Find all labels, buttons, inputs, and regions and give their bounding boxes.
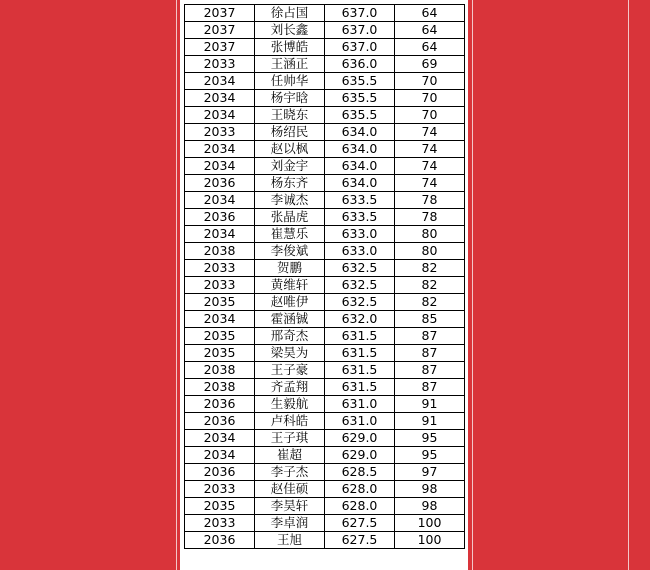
score-cell: 631.5 bbox=[325, 328, 395, 345]
rank-cell: 70 bbox=[395, 107, 465, 124]
score-cell: 631.0 bbox=[325, 396, 395, 413]
table-row bbox=[185, 379, 465, 396]
rank-cell: 85 bbox=[395, 311, 465, 328]
score-cell: 633.0 bbox=[325, 226, 395, 243]
name-cell: 任帅华 bbox=[255, 73, 325, 90]
name-cell: 杨宇晗 bbox=[255, 90, 325, 107]
score-table-body bbox=[185, 5, 465, 549]
name-cell: 李卓润 bbox=[255, 515, 325, 532]
score-cell: 633.5 bbox=[325, 209, 395, 226]
table-row bbox=[185, 362, 465, 379]
score-cell: 628.0 bbox=[325, 498, 395, 515]
class-cell: 2038 bbox=[185, 362, 255, 379]
table-row bbox=[185, 243, 465, 260]
score-cell: 627.5 bbox=[325, 532, 395, 549]
right-guide-line bbox=[628, 0, 629, 570]
panel-left-edge-line bbox=[176, 0, 177, 570]
table-row bbox=[185, 175, 465, 192]
name-cell: 黄维轩 bbox=[255, 277, 325, 294]
name-cell: 贺鹏 bbox=[255, 260, 325, 277]
rank-cell: 95 bbox=[395, 447, 465, 464]
name-cell: 杨东齐 bbox=[255, 175, 325, 192]
score-cell: 634.0 bbox=[325, 124, 395, 141]
rank-cell: 100 bbox=[395, 515, 465, 532]
score-cell: 631.5 bbox=[325, 362, 395, 379]
score-cell: 634.0 bbox=[325, 158, 395, 175]
name-cell: 刘金宇 bbox=[255, 158, 325, 175]
table-row bbox=[185, 447, 465, 464]
rank-cell: 82 bbox=[395, 277, 465, 294]
rank-cell: 91 bbox=[395, 413, 465, 430]
class-cell: 2037 bbox=[185, 22, 255, 39]
name-cell: 齐孟翔 bbox=[255, 379, 325, 396]
score-cell: 629.0 bbox=[325, 430, 395, 447]
table-row bbox=[185, 73, 465, 90]
score-cell: 629.0 bbox=[325, 447, 395, 464]
score-cell: 631.5 bbox=[325, 345, 395, 362]
score-cell: 636.0 bbox=[325, 56, 395, 73]
class-cell: 2035 bbox=[185, 294, 255, 311]
class-cell: 2036 bbox=[185, 209, 255, 226]
score-cell: 628.5 bbox=[325, 464, 395, 481]
name-cell: 崔超 bbox=[255, 447, 325, 464]
class-cell: 2034 bbox=[185, 311, 255, 328]
class-cell: 2033 bbox=[185, 124, 255, 141]
score-cell: 635.5 bbox=[325, 107, 395, 124]
rank-cell: 64 bbox=[395, 5, 465, 22]
class-cell: 2034 bbox=[185, 90, 255, 107]
table-row bbox=[185, 464, 465, 481]
rank-cell: 80 bbox=[395, 243, 465, 260]
table-row bbox=[185, 158, 465, 175]
table-row bbox=[185, 5, 465, 22]
score-cell: 637.0 bbox=[325, 39, 395, 56]
rank-cell: 64 bbox=[395, 39, 465, 56]
table-row bbox=[185, 260, 465, 277]
table-row bbox=[185, 226, 465, 243]
class-cell: 2036 bbox=[185, 175, 255, 192]
table-row bbox=[185, 39, 465, 56]
rank-cell: 80 bbox=[395, 226, 465, 243]
rank-cell: 74 bbox=[395, 175, 465, 192]
rank-cell: 91 bbox=[395, 396, 465, 413]
table-row bbox=[185, 90, 465, 107]
table-row bbox=[185, 277, 465, 294]
score-table-panel bbox=[180, 0, 468, 570]
name-cell: 李子杰 bbox=[255, 464, 325, 481]
score-cell: 632.5 bbox=[325, 294, 395, 311]
class-cell: 2033 bbox=[185, 481, 255, 498]
rank-cell: 74 bbox=[395, 158, 465, 175]
table-row bbox=[185, 328, 465, 345]
name-cell: 邢奇杰 bbox=[255, 328, 325, 345]
name-cell: 霍涵铖 bbox=[255, 311, 325, 328]
class-cell: 2036 bbox=[185, 464, 255, 481]
score-cell: 633.0 bbox=[325, 243, 395, 260]
rank-cell: 69 bbox=[395, 56, 465, 73]
name-cell: 王旭 bbox=[255, 532, 325, 549]
table-row bbox=[185, 124, 465, 141]
name-cell: 徐占国 bbox=[255, 5, 325, 22]
rank-cell: 87 bbox=[395, 345, 465, 362]
table-row bbox=[185, 56, 465, 73]
name-cell: 王涵正 bbox=[255, 56, 325, 73]
table-row bbox=[185, 498, 465, 515]
score-cell: 635.5 bbox=[325, 90, 395, 107]
name-cell: 王子琪 bbox=[255, 430, 325, 447]
table-row bbox=[185, 515, 465, 532]
rank-cell: 87 bbox=[395, 328, 465, 345]
class-cell: 2033 bbox=[185, 56, 255, 73]
rank-cell: 100 bbox=[395, 532, 465, 549]
name-cell: 张博皓 bbox=[255, 39, 325, 56]
name-cell: 王子豪 bbox=[255, 362, 325, 379]
rank-cell: 82 bbox=[395, 294, 465, 311]
score-cell: 632.0 bbox=[325, 311, 395, 328]
table-row bbox=[185, 532, 465, 549]
table-row bbox=[185, 396, 465, 413]
class-cell: 2036 bbox=[185, 532, 255, 549]
name-cell: 赵以枫 bbox=[255, 141, 325, 158]
table-row bbox=[185, 345, 465, 362]
class-cell: 2034 bbox=[185, 158, 255, 175]
rank-cell: 78 bbox=[395, 192, 465, 209]
class-cell: 2034 bbox=[185, 430, 255, 447]
class-cell: 2034 bbox=[185, 226, 255, 243]
table-row bbox=[185, 192, 465, 209]
rank-cell: 98 bbox=[395, 498, 465, 515]
rank-cell: 95 bbox=[395, 430, 465, 447]
table-row bbox=[185, 294, 465, 311]
rank-cell: 87 bbox=[395, 379, 465, 396]
rank-cell: 97 bbox=[395, 464, 465, 481]
score-table bbox=[184, 4, 465, 549]
rank-cell: 87 bbox=[395, 362, 465, 379]
class-cell: 2034 bbox=[185, 141, 255, 158]
class-cell: 2037 bbox=[185, 39, 255, 56]
score-cell: 637.0 bbox=[325, 5, 395, 22]
rank-cell: 82 bbox=[395, 260, 465, 277]
table-row bbox=[185, 481, 465, 498]
name-cell: 张晶虎 bbox=[255, 209, 325, 226]
score-cell: 631.0 bbox=[325, 413, 395, 430]
name-cell: 赵唯伊 bbox=[255, 294, 325, 311]
class-cell: 2035 bbox=[185, 328, 255, 345]
name-cell: 刘长鑫 bbox=[255, 22, 325, 39]
name-cell: 王晓东 bbox=[255, 107, 325, 124]
score-cell: 627.5 bbox=[325, 515, 395, 532]
name-cell: 梁昊为 bbox=[255, 345, 325, 362]
rank-cell: 74 bbox=[395, 141, 465, 158]
rank-cell: 78 bbox=[395, 209, 465, 226]
score-cell: 632.5 bbox=[325, 260, 395, 277]
score-cell: 635.5 bbox=[325, 73, 395, 90]
table-row bbox=[185, 107, 465, 124]
class-cell: 2034 bbox=[185, 192, 255, 209]
table-row bbox=[185, 209, 465, 226]
class-cell: 2038 bbox=[185, 379, 255, 396]
name-cell: 卢科皓 bbox=[255, 413, 325, 430]
class-cell: 2035 bbox=[185, 345, 255, 362]
name-cell: 李诚杰 bbox=[255, 192, 325, 209]
score-cell: 633.5 bbox=[325, 192, 395, 209]
class-cell: 2033 bbox=[185, 260, 255, 277]
table-row bbox=[185, 430, 465, 447]
score-cell: 628.0 bbox=[325, 481, 395, 498]
rank-cell: 70 bbox=[395, 73, 465, 90]
table-row bbox=[185, 413, 465, 430]
class-cell: 2034 bbox=[185, 73, 255, 90]
table-row bbox=[185, 141, 465, 158]
name-cell: 李俊斌 bbox=[255, 243, 325, 260]
panel-right-edge-line bbox=[472, 0, 473, 570]
score-cell: 634.0 bbox=[325, 141, 395, 158]
rank-cell: 64 bbox=[395, 22, 465, 39]
class-cell: 2038 bbox=[185, 243, 255, 260]
table-row bbox=[185, 22, 465, 39]
class-cell: 2033 bbox=[185, 515, 255, 532]
class-cell: 2037 bbox=[185, 5, 255, 22]
name-cell: 杨绍民 bbox=[255, 124, 325, 141]
class-cell: 2036 bbox=[185, 413, 255, 430]
name-cell: 赵佳硕 bbox=[255, 481, 325, 498]
class-cell: 2036 bbox=[185, 396, 255, 413]
table-row bbox=[185, 311, 465, 328]
name-cell: 李昊轩 bbox=[255, 498, 325, 515]
class-cell: 2034 bbox=[185, 447, 255, 464]
score-cell: 632.5 bbox=[325, 277, 395, 294]
score-cell: 631.5 bbox=[325, 379, 395, 396]
name-cell: 生毅航 bbox=[255, 396, 325, 413]
class-cell: 2033 bbox=[185, 277, 255, 294]
class-cell: 2034 bbox=[185, 107, 255, 124]
name-cell: 崔慧乐 bbox=[255, 226, 325, 243]
class-cell: 2035 bbox=[185, 498, 255, 515]
score-cell: 637.0 bbox=[325, 22, 395, 39]
rank-cell: 74 bbox=[395, 124, 465, 141]
rank-cell: 70 bbox=[395, 90, 465, 107]
score-cell: 634.0 bbox=[325, 175, 395, 192]
rank-cell: 98 bbox=[395, 481, 465, 498]
